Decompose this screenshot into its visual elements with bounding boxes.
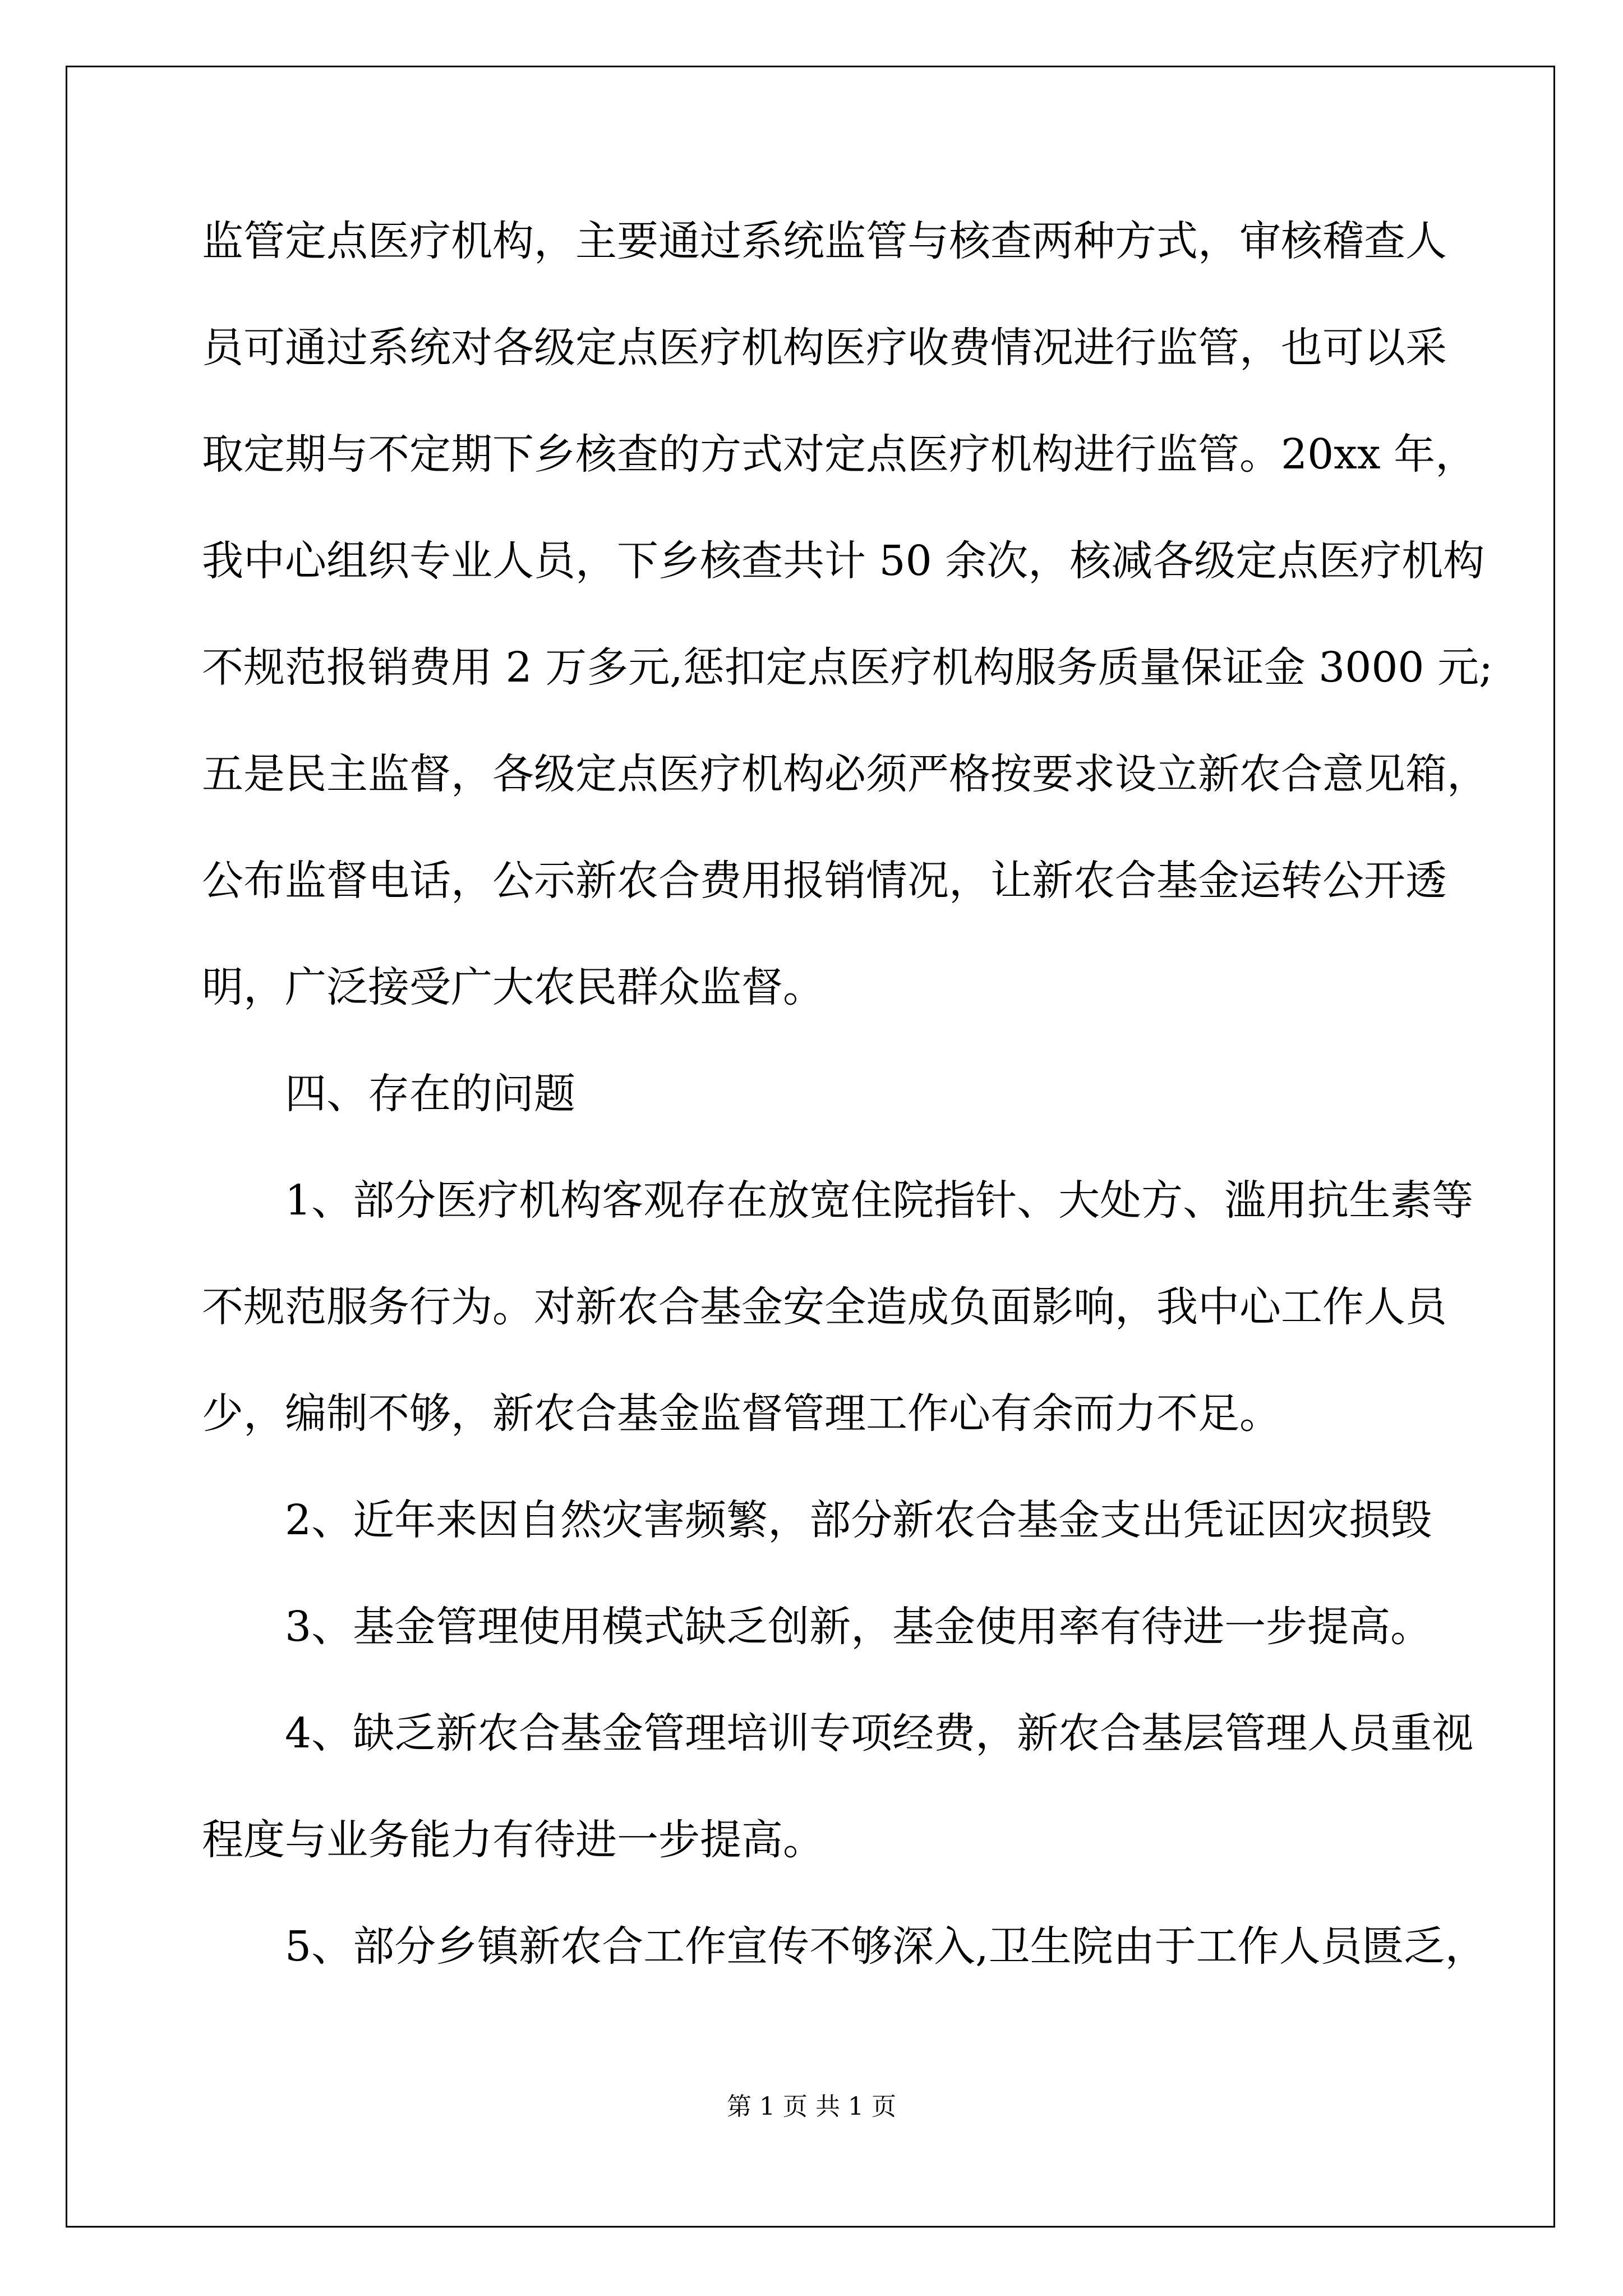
text-line: 3、基金管理使用模式缺乏创新，基金使用率有待进一步提高。 <box>285 1603 1432 1651</box>
text-line: 2、近年来因自然灾害频繁，部分新农合基金支出凭证因灾损毁 <box>285 1496 1432 1544</box>
text-line: 公布监督电话，公示新农合费用报销情况，让新农合基金运转公开透 <box>202 857 1447 905</box>
text-line: 明，广泛接受广大农民群众监督。 <box>202 963 824 1011</box>
text-line: 5、部分乡镇新农合工作宣传不够深入,卫生院由于工作人员匮乏， <box>285 1922 1487 1971</box>
page-footer: 第 1 页 共 1 页 <box>727 2092 896 2121</box>
text-line: 1、部分医疗机构客观存在放宽住院指针、大处方、滥用抗生素等 <box>285 1176 1474 1225</box>
text-line: 程度与业务能力有待进一步提高。 <box>202 1816 824 1864</box>
page-border <box>66 66 1555 2228</box>
text-line: 监管定点医疗机构，主要通过系统监管与核查两种方式，审核稽查人 <box>202 217 1447 265</box>
text-line: 4、缺乏新农合基金管理培训专项经费，新农合基层管理人员重视 <box>285 1709 1474 1757</box>
text-line: 取定期与不定期下乡核查的方式对定点医疗机构进行监管。20xx 年， <box>202 430 1477 478</box>
text-line: 不规范报销费用 2 万多元,惩扣定点医疗机构服务质量保证金 3000 元; <box>202 643 1493 692</box>
text-line: 少，编制不够，新农合基金监督管理工作心有余而力不足。 <box>202 1389 1281 1438</box>
text-line: 我中心组织专业人员，下乡核查共计 50 余次，核减各级定点医疗机构 <box>202 537 1485 585</box>
text-line: 不规范服务行为。对新农合基金安全造成负面影响，我中心工作人员 <box>202 1283 1447 1331</box>
text-line: 五是民主监督，各级定点医疗机构必须严格按要求设立新农合意见箱， <box>202 750 1488 798</box>
section-heading: 四、存在的问题 <box>285 1070 575 1118</box>
text-line: 员可通过系统对各级定点医疗机构医疗收费情况进行监管，也可以采 <box>202 324 1447 372</box>
